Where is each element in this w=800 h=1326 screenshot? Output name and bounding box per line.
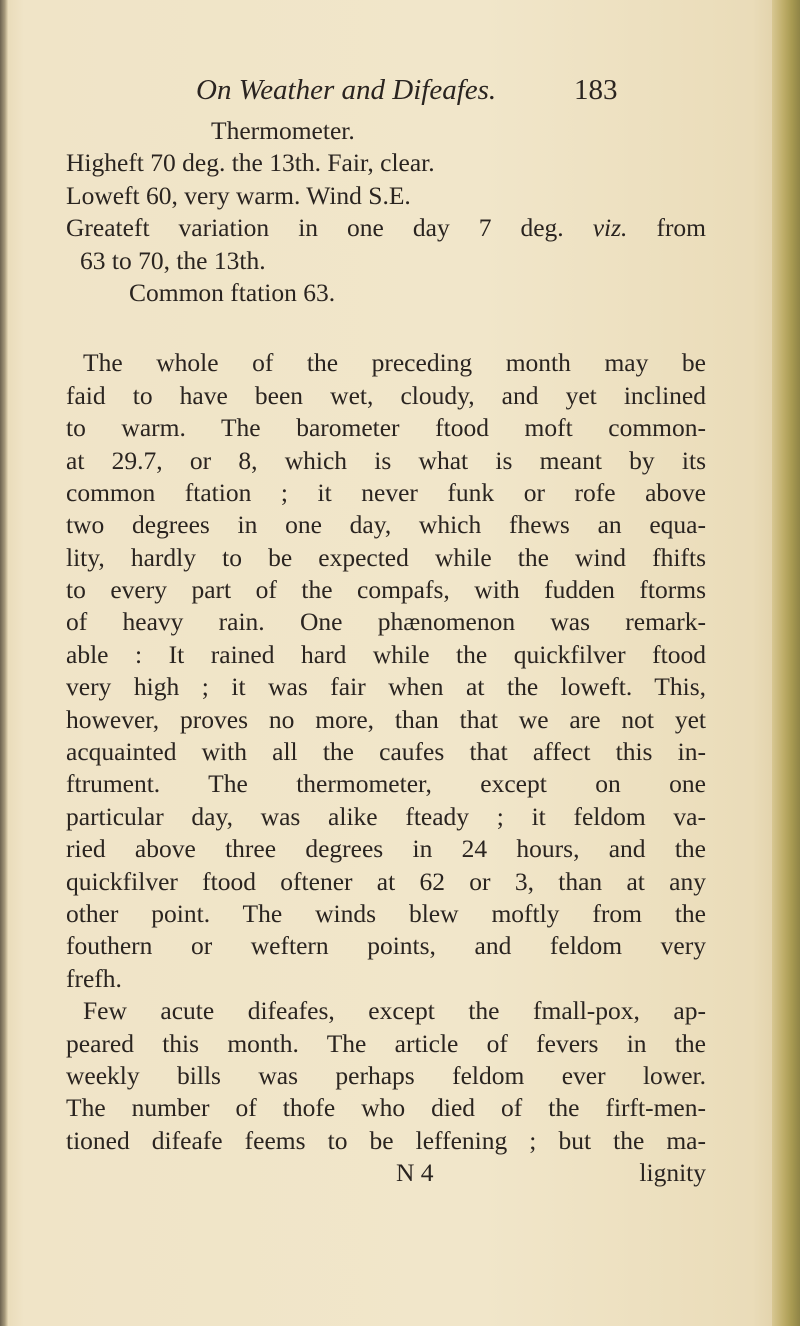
text-line: The number of thofe who died of the firft-men- <box>66 1093 706 1123</box>
thermometer-heading: Thermometer. <box>211 116 355 145</box>
running-head <box>196 74 656 114</box>
thermometer-variation-line1 <box>66 212 706 244</box>
text-line: peared this month. The article of fevers in the <box>66 1028 706 1058</box>
page-edge <box>772 0 800 1326</box>
text-line: at 29.7, or 8, which is what is meant by its <box>66 445 706 475</box>
page-gutter-shadow <box>0 0 8 1326</box>
thermometer-variation-line2: 63 to 70, the 13th. <box>80 245 266 275</box>
page-text <box>66 115 706 1190</box>
text-line: The whole of the preceding month may be <box>83 348 706 378</box>
text-line: Few acute difeafes, except the fmall-pox, ap- <box>83 996 706 1026</box>
text-line: common ftation ; it never funk or rofe above <box>66 477 706 507</box>
paragraph-gap <box>66 309 706 347</box>
text-line: two degrees in one day, which fhews an equa- <box>66 510 706 540</box>
text-line: faid to have been wet, cloudy, and yet inclined <box>66 380 706 410</box>
text-line: ftrument. The thermometer, except on one <box>66 769 706 799</box>
paragraph-weather <box>66 347 706 995</box>
variation-text: Greateft variation in one day 7 deg. <box>66 213 564 243</box>
paragraph-diseases <box>66 995 706 1157</box>
page-number: 183 <box>574 74 618 106</box>
text-line: tioned difeafe feems to be leffening ; but the ma- <box>66 1125 706 1155</box>
text-line: lity, hardly to be expected while the wind fhifts <box>66 542 706 572</box>
thermometer-lowest: Loweft 60, very warm. Wind S.E. <box>66 180 411 210</box>
text-line: acquainted with all the caufes that affect this in- <box>66 737 706 767</box>
text-line: to every part of the compafs, with fudden ftorms <box>66 575 706 605</box>
text-line: to warm. The barometer ftood moft common- <box>66 413 706 443</box>
thermometer-highest: Higheft 70 deg. the 13th. Fair, clear. <box>66 148 435 178</box>
thermometer-common-station: Common ftation 63. <box>129 277 336 307</box>
text-line: quickfilver ftood oftener at 62 or 3, than at any <box>66 866 706 896</box>
text-line: ried above three degrees in 24 hours, and the <box>66 834 706 864</box>
text-line: able : It rained hard while the quickfilver ftood <box>66 639 706 669</box>
text-line: fouthern or weftern points, and feldom very <box>66 931 706 961</box>
text-line: very high ; it was fair when at the loweft. This, <box>66 672 706 702</box>
variation-from: from <box>656 213 706 243</box>
signature-mark: N 4 <box>396 1158 434 1188</box>
text-line: particular day, was alike fteady ; it feldom va- <box>66 801 706 831</box>
variation-viz: viz. <box>592 213 628 243</box>
text-line: frefh. <box>66 963 122 993</box>
text-line: however, proves no more, than that we are not yet <box>66 704 706 734</box>
text-line: other point. The winds blew moftly from the <box>66 898 706 928</box>
page-footer <box>66 1157 706 1189</box>
text-line: of heavy rain. One phænomenon was remark- <box>66 607 706 637</box>
catchword: lignity <box>639 1158 706 1188</box>
running-title: On Weather and Difeafes. <box>196 74 497 106</box>
text-line: weekly bills was perhaps feldom ever lower. <box>66 1060 706 1090</box>
